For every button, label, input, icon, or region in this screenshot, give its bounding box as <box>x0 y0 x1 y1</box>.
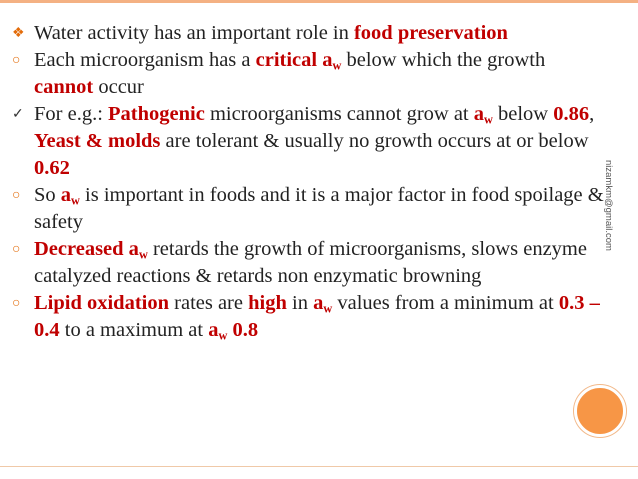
bullet-item-critical-aw <box>12 47 604 101</box>
bullet-text: So $a_w$ is important in foods and it is a major factor in food spoilage & safety <box>34 184 604 233</box>
bullet-text: Each microorganism has a critical $a_w$ below which the growth cannot occur <box>34 49 546 98</box>
bullet-text: Water activity has an important role in food preservation <box>34 22 508 44</box>
decorative-circle <box>574 385 626 437</box>
author-email-vertical: nizamkm@gmail.com <box>603 160 614 251</box>
ring-bullet-icon: ○ <box>12 53 21 68</box>
bottom-divider <box>0 466 638 467</box>
bullet-item-water-activity <box>12 20 604 47</box>
bullet-text: Lipid oxidation rates are high in $a_w$ values from a minimum at 0.3 – 0.4 to a maximum at $a_w$ 0.8 <box>34 292 600 343</box>
bullet-item-lipid-oxidation <box>12 290 604 344</box>
bullet-item-aw-importance <box>12 182 604 236</box>
ring-bullet-icon: ○ <box>12 188 21 203</box>
slide-bullet-list <box>12 20 604 344</box>
ring-bullet-icon: ○ <box>12 242 21 257</box>
diamond-cluster-icon: ❖ <box>12 26 25 41</box>
bullet-item-example <box>12 101 604 182</box>
bullet-text: For e.g.: Pathogenic microorganisms cannot grow at $a_w$ below 0.86, Yeast & molds are tolerant & usually no growth occurs at or below 0.62 <box>34 103 595 179</box>
bullet-item-decreased-aw <box>12 236 604 290</box>
ring-bullet-icon: ○ <box>12 296 21 311</box>
top-accent-bar <box>0 0 638 3</box>
check-icon: ✓ <box>12 107 24 122</box>
bullet-text: Decreased $a_w$ retards the growth of microorganisms, slows enzyme catalyzed reactions & retards non enzymatic browning <box>34 238 587 287</box>
